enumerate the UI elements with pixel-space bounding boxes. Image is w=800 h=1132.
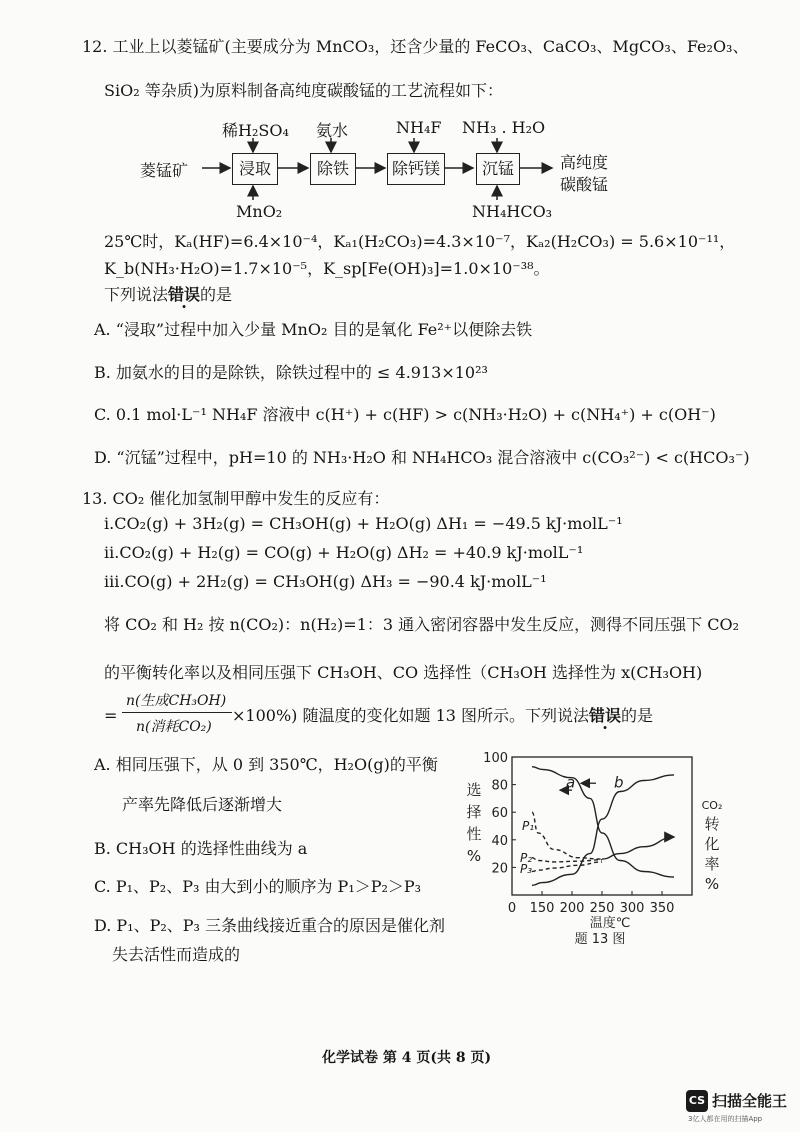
series-line-P₃	[532, 862, 602, 872]
flow-start: 菱锰矿	[140, 161, 189, 180]
q12-prompt-pre: 下列说法	[104, 285, 169, 304]
y-axis-label-right: 转	[704, 815, 720, 833]
formula-denominator: n(消耗CO₂)	[136, 719, 212, 735]
reagent-mno2: MnO₂	[236, 202, 283, 221]
y-tick-label: 100	[483, 751, 508, 766]
reagent-nh4hco3: NH₄HCO₃	[472, 202, 553, 221]
x-axis-label: 温度℃	[589, 916, 631, 931]
q12-option-b: B. 加氨水的目的是除铁，除铁过程中的 ≤ 4.913×10²³	[94, 363, 488, 382]
q13-reaction-3: iii.CO(g) + 2H₂(g) = CH₃OH(g) ΔH₃ = −90.4 kJ·molL⁻¹	[104, 572, 547, 591]
formula-tail-end: 的是	[621, 706, 654, 725]
y-tick-label: 40	[491, 833, 508, 849]
y-axis-label-left: 性	[466, 825, 482, 843]
q13-option-a-line-1: A. 相同压强下，从 0 到 350℃，H₂O(g)的平衡	[94, 755, 438, 774]
q12-constants-1: 25℃时，Kₐ(HF)=6.4×10⁻⁴，Kₐ₁(H₂CO₃)=4.3×10⁻⁷，Kₐ₂(H₂CO₃) = 5.6×10⁻¹¹，	[104, 232, 736, 251]
x-tick-label: 150	[529, 901, 555, 916]
camscanner-name: 扫描全能王	[712, 1092, 788, 1110]
y-tick-label: 20	[491, 861, 508, 877]
q12-line-1: 12. 工业上以菱锰矿(主要成分为 MnCO₃，还含少量的 FeCO₃、CaCO₃、MgCO₃、Fe₂O₃、	[82, 37, 749, 56]
formula-bar	[122, 712, 232, 713]
product-line-1: 高纯度	[560, 153, 609, 172]
q12-constants-2: K_b(NH₃·H₂O)=1.7×10⁻⁵，K_sp[Fe(OH)₃]=1.0×10⁻³⁸。	[104, 259, 550, 278]
y-tick-label: 60	[491, 806, 508, 822]
curve-label: P₁	[522, 819, 535, 834]
reagent-dilute-h2so4: 稀H₂SO₄	[222, 121, 289, 140]
y-axis-label-left: %	[466, 847, 482, 865]
formula-tail-emphasis: 错误	[589, 706, 622, 725]
camscanner-tagline: 3亿人都在用的扫描App	[688, 1115, 763, 1123]
q13-reaction-1: i.CO₂(g) + 3H₂(g) = CH₃OH(g) + H₂O(g) ΔH₁ = −49.5 kJ·molL⁻¹	[104, 514, 623, 533]
flow-step-remove-iron: 除铁	[310, 153, 356, 185]
y-axis-label-right: 率	[704, 855, 720, 873]
x-tick-label: 250	[589, 901, 615, 916]
y-axis-label-left: 择	[466, 803, 482, 821]
x-tick-label: 300	[619, 901, 645, 916]
y-tick-label: 80	[491, 778, 508, 794]
formula-equals: =	[104, 706, 118, 725]
product-line-2: 碳酸锰	[560, 175, 609, 194]
curve-label: P₃	[520, 861, 533, 876]
q13-option-b: B. CH₃OH 的选择性曲线为 a	[94, 839, 308, 858]
curve-label: P₂	[520, 850, 533, 865]
q12-prompt	[104, 282, 232, 305]
figure-13-chart	[460, 745, 730, 960]
flow-step-leach: 浸取	[232, 153, 278, 185]
q12-option-c: C. 0.1 mol·L⁻¹ NH₄F 溶液中 c(H⁺) + c(HF) > c(NH₃·H₂O) + c(NH₄⁺) + c(OH⁻)	[94, 405, 716, 424]
formula-tail-text: ×100%) 随温度的变化如题 13 图所示。下列说法	[232, 706, 590, 725]
curve-label: a	[566, 773, 576, 792]
chart-plot-frame	[512, 757, 692, 895]
y-axis-label-right: CO₂	[701, 799, 723, 812]
series-line-merged	[602, 837, 674, 859]
x-tick-label: 350	[649, 901, 675, 916]
camscanner-logo-icon: CS	[686, 1090, 708, 1112]
q13-paragraph-1: 将 CO₂ 和 H₂ 按 n(CO₂)：n(H₂)=1：3 通入密闭容器中发生反应，测得不同压强下 CO₂	[104, 615, 740, 634]
q12-line-2: SiO₂ 等杂质)为原料制备高纯度碳酸锰的工艺流程如下：	[104, 81, 503, 100]
flow-step-remove-ca-mg: 除钙镁	[387, 153, 445, 185]
q12-option-d: D. “沉锰”过程中，pH=10 的 NH₃·H₂O 和 NH₄HCO₃ 混合溶液中 c(CO₃²⁻) < c(HCO₃⁻)	[94, 448, 750, 467]
x-tick-label: 200	[559, 901, 585, 916]
curve-label: b	[614, 773, 624, 792]
flow-step-precipitate-mn: 沉锰	[476, 153, 520, 185]
formula-numerator: n(生成CH₃OH)	[126, 693, 227, 709]
q13-option-d-line-2: 失去活性而造成的	[112, 945, 241, 964]
q12-option-a: A. “浸取”过程中加入少量 MnO₂ 目的是氧化 Fe²⁺以便除去铁	[94, 320, 533, 339]
q13-option-a-line-2: 产率先降低后逐渐增大	[122, 795, 283, 814]
formula-tail	[232, 703, 653, 726]
q13-reaction-2: ii.CO₂(g) + H₂(g) = CO(g) + H₂O(g) ΔH₂ = +40.9 kJ·molL⁻¹	[104, 543, 584, 562]
q13-intro: 13. CO₂ 催化加氢制甲醇中发生的反应有：	[82, 489, 390, 508]
q13-option-c: C. P₁、P₂、P₃ 由大到小的顺序为 P₁＞P₂＞P₃	[94, 877, 422, 896]
chart-title: 题 13 图	[574, 932, 626, 947]
series-line-a	[532, 767, 674, 877]
q12-prompt-post: 的是	[200, 285, 233, 304]
x-tick-label: 0	[507, 901, 517, 916]
page-footer: 化学试卷 第 4 页(共 8 页)	[322, 1050, 492, 1066]
q13-paragraph-2: 的平衡转化率以及相同压强下 CH₃OH、CO 选择性（CH₃OH 选择性为 x(CH₃OH)	[104, 663, 703, 682]
q13-option-d-line-1: D. P₁、P₂、P₃ 三条曲线接近重合的原因是催化剂	[94, 916, 446, 935]
reagent-nh3-h2o: NH₃ . H₂O	[462, 118, 546, 137]
reagent-nh4f: NH₄F	[396, 118, 442, 137]
y-axis-label-left: 选	[466, 781, 482, 799]
q12-prompt-emphasis: 错误	[168, 285, 201, 304]
reagent-ammonia-water: 氨水	[316, 121, 349, 140]
y-axis-label-right: %	[704, 875, 720, 893]
y-axis-label-right: 化	[704, 835, 720, 853]
